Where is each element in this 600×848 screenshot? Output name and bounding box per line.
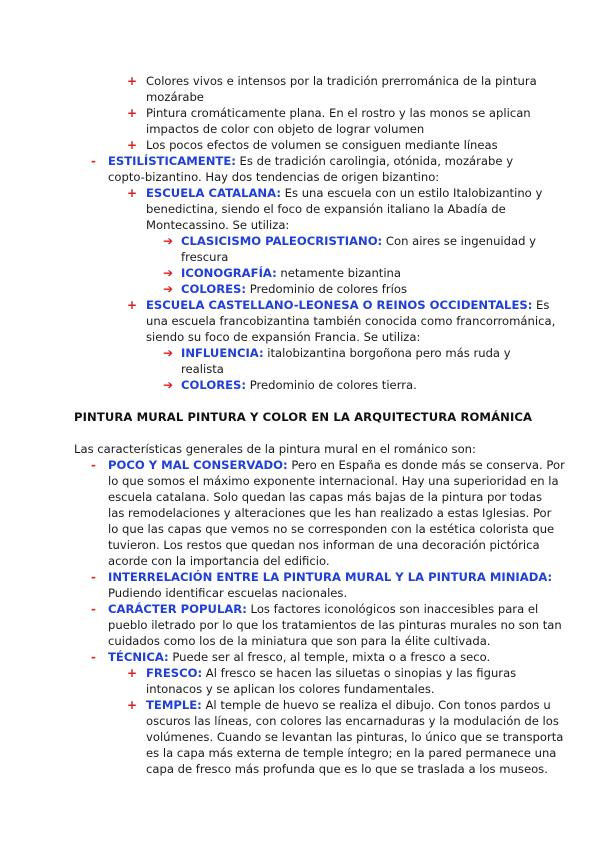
text-line: Montecassino. Se utiliza: — [146, 218, 290, 232]
list-item-escuela-castellano — [146, 297, 549, 313]
keyword: COLORES: — [181, 378, 247, 392]
keyword: ICONOGRAFÍA: — [181, 266, 277, 280]
text-line: benedictina, siendo el foco de expansión italiano la Abadía de — [146, 202, 506, 216]
keyword: ESCUELA CATALANA: — [146, 186, 281, 200]
dash-bullet-icon: - — [91, 570, 96, 584]
plus-bullet-icon: + — [127, 138, 138, 152]
list-item-tecnica — [108, 649, 490, 665]
text-line: capa de fresco más profunda que es lo que se traslada a los museos. — [146, 762, 548, 776]
text-line: frescura — [181, 250, 229, 264]
item-text: netamente bizantina — [276, 266, 402, 280]
list-item-influencia — [181, 345, 511, 361]
item-text: Es de tradición carolingia, otónida, mozárabe y — [235, 154, 514, 168]
item-text: Puede ser al fresco, al temple, mixta o a fresco a seco. — [168, 650, 491, 664]
text-line: oscuros las líneas, con colores las encarnaduras y la modulación de los — [146, 714, 559, 728]
list-item-escuela-catalana — [146, 185, 542, 201]
keyword: INTERRELACIÓN ENTRE LA PINTURA MURAL Y LA PINTURA MINIADA: — [108, 570, 553, 584]
dash-bullet-icon: - — [91, 458, 96, 472]
list-item-temple — [146, 697, 551, 713]
arrow-bullet-icon: ➔ — [163, 266, 174, 280]
list-item-colores-frios — [181, 281, 407, 297]
text-line: copto-bizantino. Hay dos tendencias de origen bizantino: — [108, 170, 440, 184]
arrow-bullet-icon: ➔ — [163, 234, 174, 248]
text-line: impactos de color con objeto de lograr volumen — [146, 122, 425, 136]
dash-bullet-icon: - — [91, 602, 96, 616]
item-text: italobizantina borgoñona pero más ruda y — [263, 346, 511, 360]
text-line: pueblo iletrado por lo que los tratamientos de las pinturas murales no son tan — [108, 618, 562, 632]
item-text: Predominio de colores fríos — [246, 282, 407, 296]
item-text: Predominio de colores tierra. — [246, 378, 417, 392]
text-line: realista — [181, 362, 224, 376]
text-line: mozárabe — [146, 90, 204, 104]
list-item-clasicismo — [181, 233, 536, 249]
plus-bullet-icon: + — [127, 298, 138, 312]
text-line: es la capa más externa de temple íntegro; en la pared permanece una — [146, 746, 557, 760]
keyword: ESTILÍSTICAMENTE: — [108, 154, 236, 168]
item-text: Es — [532, 298, 550, 312]
arrow-bullet-icon: ➔ — [163, 378, 174, 392]
plus-bullet-icon: + — [127, 186, 138, 200]
text-line: lo que somos el máximo exponente internacional. Hay una superioridad en la — [108, 474, 559, 488]
keyword: TÉCNICA: — [108, 650, 169, 664]
item-text: Con aires se ingenuidad y — [382, 234, 537, 248]
text-line: siendo su foco de expansión Francia. Se utiliza: — [146, 330, 421, 344]
text-line: Colores vivos e intensos por la tradición prerrománica de la pintura — [146, 74, 537, 88]
plus-bullet-icon: + — [127, 698, 138, 712]
dash-bullet-icon: - — [91, 650, 96, 664]
keyword: POCO Y MAL CONSERVADO: — [108, 458, 288, 472]
text-line: las remodelaciones y alteraciones que les han realizado a estas Iglesias. Por — [108, 506, 552, 520]
section-heading: PINTURA MURAL PINTURA Y COLOR EN LA ARQUITECTURA ROMÁNICA — [74, 410, 533, 424]
text-line: Pudiendo identificar escuelas nacionales. — [108, 586, 348, 600]
keyword: FRESCO: — [146, 666, 203, 680]
keyword: COLORES: — [181, 282, 247, 296]
dash-bullet-icon: - — [91, 154, 96, 168]
keyword: INFLUENCIA: — [181, 346, 264, 360]
arrow-bullet-icon: ➔ — [163, 346, 174, 360]
text-line: intonacos y se aplican los colores fundamentales. — [146, 682, 435, 696]
keyword: TEMPLE: — [146, 698, 202, 712]
text-line: una escuela francobizantina también conocida como francorrománica, — [146, 314, 556, 328]
item-text: Al fresco se hacen las siluetas o sinopias y las figuras — [202, 666, 517, 680]
text-line: lo que las capas que vemos no se corresponden con la estética colorista que — [108, 522, 555, 536]
plus-bullet-icon: + — [127, 106, 138, 120]
text-line: Los pocos efectos de volumen se consiguen mediante líneas — [146, 138, 498, 152]
item-text: Al temple de huevo se realiza el dibujo. Con tonos pardos u — [201, 698, 551, 712]
item-text: Es una escuela con un estilo Italobizantino y — [280, 186, 543, 200]
keyword: CLASICISMO PALEOCRISTIANO: — [181, 234, 383, 248]
list-item-iconografia — [181, 265, 401, 281]
text-line: escuela catalana. Solo quedan las capas más bajas de la pintura por todas — [108, 490, 543, 504]
list-item-estilisticamente — [108, 153, 513, 169]
text-line: tuvieron. Los restos que quedan nos informan de una decoración pictórica — [108, 538, 540, 552]
list-item-fresco — [146, 665, 516, 681]
list-item-colores-tierra — [181, 377, 417, 393]
text-line: volúmenes. Cuando se levantan las pinturas, lo único que se transporta — [146, 730, 564, 744]
arrow-bullet-icon: ➔ — [163, 282, 174, 296]
keyword: ESCUELA CASTELLANO-LEONESA O REINOS OCCIDENTALES: — [146, 298, 533, 312]
plus-bullet-icon: + — [127, 74, 138, 88]
list-item-poco-conservado — [108, 457, 565, 473]
text-line: acorde con la importancia del edificio. — [108, 554, 330, 568]
item-text: Pero en España es donde más se conserva. Por — [287, 458, 565, 472]
keyword: CARÁCTER POPULAR: — [108, 602, 247, 616]
item-text: Los factores iconológicos son inaccesibles para el — [246, 602, 539, 616]
intro-text: Las características generales de la pintura mural en el románico son: — [74, 442, 476, 456]
list-item-caracter-popular — [108, 601, 538, 617]
list-item-interrelacion — [108, 569, 552, 585]
text-line: Pintura cromáticamente plana. En el rostro y las monos se aplican — [146, 106, 531, 120]
plus-bullet-icon: + — [127, 666, 138, 680]
text-line: cuidados como los de la miniatura que son para la élite cultivada. — [108, 634, 491, 648]
